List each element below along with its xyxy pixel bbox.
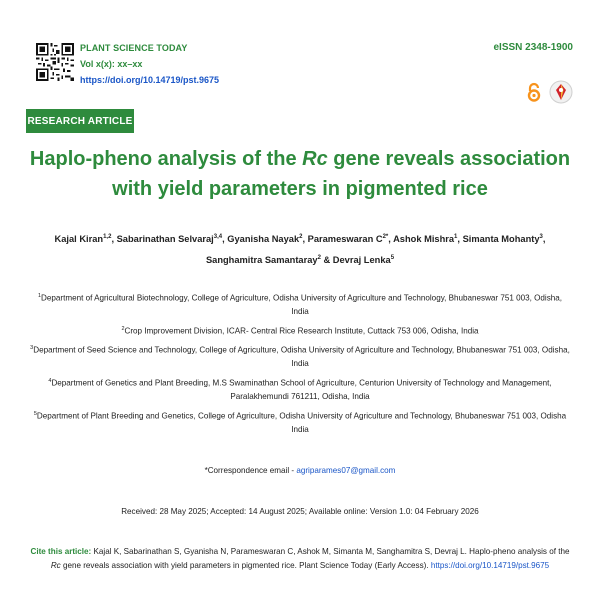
open-access-icon	[527, 82, 541, 102]
article-dates: Received: 28 May 2025; Accepted: 14 August 2025; Available online: Version 1.0: 04 February 2026	[121, 507, 479, 516]
qr-code-icon	[36, 43, 74, 81]
title-gene: Rc	[302, 148, 328, 170]
correspondence-label: *Correspondence email -	[204, 466, 297, 475]
title-part-1: Haplo-pheno analysis of the	[29, 148, 303, 170]
author-list: Kajal Kiran$^{1,2}$, Sabarinathan Selvaraj$^{3,4}$, Gyanisha Nayak$^2$, Parameswaran $C^{2*}$, Ashok Mishra$^1$, Simanta Mohanty$^3$, Sanghamitra Samantaray$^2$ & Devraj Lenka$^5$	[54, 234, 546, 266]
doi-link[interactable]: https://doi.org/10.14719/pst.9675	[80, 75, 220, 85]
journal-name: PLANT SCIENCE TODAY	[80, 43, 188, 53]
citation-doi-link[interactable]: https://doi.org/10.14719/pst.9675	[430, 560, 550, 570]
author: Devraj Lenka$^5$	[332, 255, 395, 266]
author: Ashok Mishra$^1$	[393, 234, 458, 245]
title-part-2: gene reveals association with yield parameters in pigmented rice	[112, 148, 571, 200]
citation: Cite this article: Kajal K, Sabarinathan S, Gyanisha N, Parameswaran C, Ashok M, Simanta M, Sanghamitra S, Devraj L. Haplo-pheno analysis of the Rc gene reveals association with yield parameters in pigmented rice. Plant Science Today (Early Access). https://doi.org/10.14719/pst.9675	[30, 547, 570, 570]
article-type-badge: RESEARCH ARTICLE	[26, 109, 134, 133]
correspondence	[0, 466, 600, 475]
citation-label: Cite this article:	[30, 547, 92, 556]
affiliation-list	[30, 290, 570, 441]
author: Simanta Mohanty$^3$	[462, 234, 543, 245]
journal-volume: Vol x(x): xx–xx	[80, 59, 143, 69]
affiliation: $^5$Department of Plant Breeding and Genetics, College of Agriculture, Odisha University of Agriculture and Technology, Bhubaneswar 751 003, Odisha India	[33, 410, 567, 435]
author: Sanghamitra Samantaray$^2$	[205, 255, 321, 266]
correspondence-email-link[interactable]: agriparames07@gmail.com	[296, 466, 396, 475]
affiliation: $^3$Department of Seed Science and Technology, College of Agriculture, Odisha University of Agriculture and Technology, Bhubaneswar 751 003, Odisha, India	[30, 345, 570, 369]
affiliation: $^4$Department of Genetics and Plant Breeding, M.S Swaminathan School of Agriculture, Centurion University of Technology and Management, Paralakhemundi 761211, Odisha, India	[48, 378, 552, 402]
author: Gyanisha Nayak$^2$	[227, 234, 303, 245]
eissn-label: eISSN 2348-1900	[493, 42, 573, 53]
affiliation: $^2$Crop Improvement Division, ICAR- Central Rice Research Institute, Cuttack 753 006, Odisha, India	[121, 325, 479, 336]
author: Sabarinathan Selvaraj$^{3,4}$	[116, 234, 223, 245]
author: Kajal Kiran$^{1,2}$	[54, 234, 112, 245]
journal-info	[80, 40, 219, 88]
creative-commons-icon	[549, 80, 573, 104]
affiliation: $^1$Department of Agricultural Biotechnology, College of Agriculture, Odisha University of Agriculture and Technology, Bhubaneswar 751 003, Odisha, India	[37, 293, 563, 317]
author-corresponding: Parameswaran $C^{2*}$	[307, 234, 389, 245]
article-title	[20, 144, 580, 204]
